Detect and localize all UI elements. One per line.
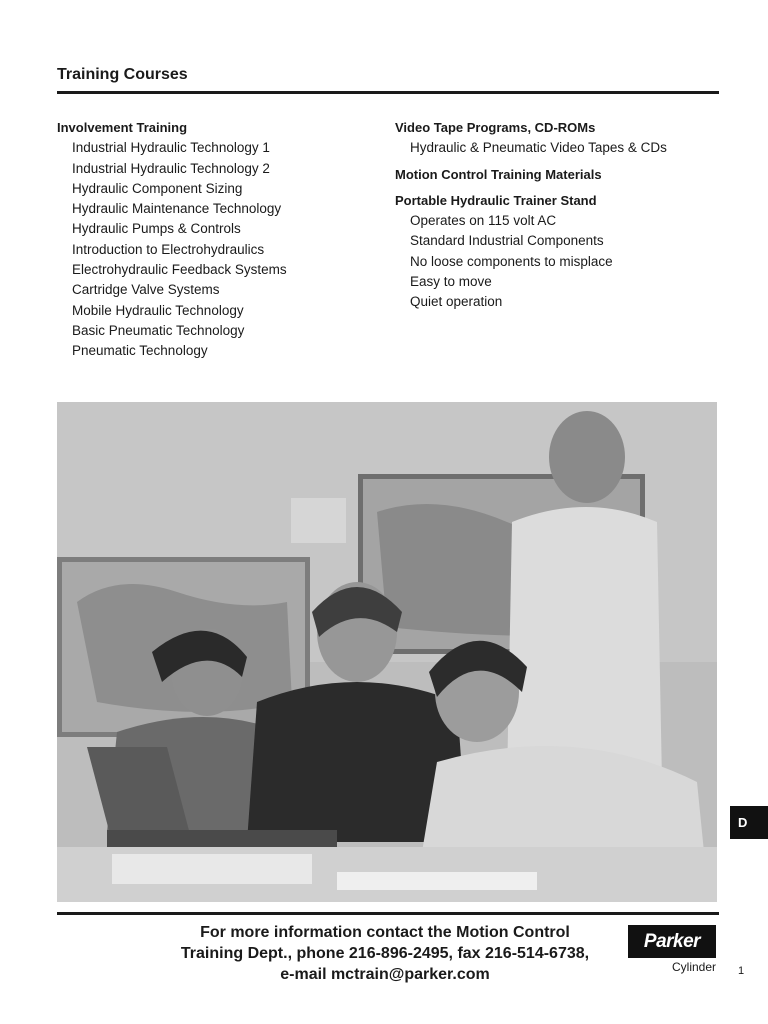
right-column <box>395 118 667 313</box>
course-item: Industrial Hydraulic Technology 2 <box>72 160 270 176</box>
left-column <box>57 118 287 362</box>
course-item: Electrohydraulic Feedback Systems <box>72 262 287 278</box>
section-heading: Involvement Training <box>57 120 188 135</box>
logo-subtext: Cylinder <box>671 960 716 974</box>
course-item: Hydraulic Component Sizing <box>72 180 243 196</box>
page-number: 1 <box>738 965 745 977</box>
section-item: Hydraulic & Pneumatic Video Tapes & CDs <box>410 140 667 156</box>
section-heading: Motion Control Training Materials <box>395 166 602 182</box>
section-tab: D <box>730 806 768 839</box>
section-heading: Video Tape Programs, CD-ROMs <box>395 120 596 135</box>
parker-logo <box>628 925 716 975</box>
course-item: Basic Pneumatic Technology <box>72 322 245 338</box>
classroom-photo-illustration <box>57 402 717 902</box>
section-item: Easy to move <box>410 274 492 290</box>
section-heading: Portable Hydraulic Trainer Stand <box>395 192 597 208</box>
training-photo <box>57 402 717 902</box>
contact-info <box>150 922 620 985</box>
contact-line: Training Dept., phone 216-896-2495, fax 216-514-6738, <box>180 945 590 962</box>
bottom-divider <box>57 912 719 915</box>
page-title: Training Courses <box>57 66 188 83</box>
logo-wordmark: Parker <box>628 925 716 958</box>
contact-line: e-mail mctrain@parker.com <box>280 966 490 983</box>
section-item: Operates on 115 volt AC <box>410 213 557 229</box>
contact-line: For more information contact the Motion Control <box>200 924 570 941</box>
course-item: Hydraulic Maintenance Technology <box>72 201 282 217</box>
top-divider <box>57 91 719 94</box>
course-item: Introduction to Electrohydraulics <box>72 241 265 257</box>
section-item: Quiet operation <box>410 294 503 310</box>
course-item: Hydraulic Pumps & Controls <box>72 221 241 237</box>
course-list <box>57 138 287 361</box>
section-item: Standard Industrial Components <box>410 233 604 249</box>
section-item: No loose components to misplace <box>410 253 613 269</box>
course-item: Cartridge Valve Systems <box>72 282 220 298</box>
course-item: Mobile Hydraulic Technology <box>72 302 244 318</box>
course-item: Pneumatic Technology <box>72 343 208 359</box>
course-item: Industrial Hydraulic Technology 1 <box>72 140 270 156</box>
